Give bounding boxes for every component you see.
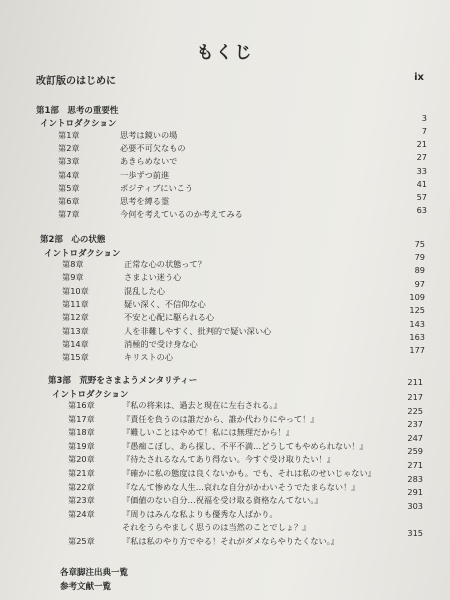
part-heading: 第1部 思考の重要性	[36, 106, 119, 116]
chapter-title: 『確かに私の態度は良くないかも。でも、それは私のせいじゃない』	[122, 468, 376, 478]
chapter-page: 21	[416, 139, 427, 150]
chapter-number: 第1章	[58, 130, 80, 140]
chapter-number: 第10章	[62, 285, 89, 296]
chapter-title: 今何を考えているのか考えてみる	[120, 209, 243, 220]
chapter-page: 237	[407, 419, 423, 430]
introduction-label: イントロダクション	[44, 249, 121, 259]
chapter-page: 163	[409, 331, 425, 342]
chapter-title: あきらめないで	[120, 156, 178, 167]
chapter-title: 『責任を負うのは誰だから、誰か代わりにやって！』	[122, 413, 319, 424]
chapter-title: 『価値のない自分…祝福を受け取る資格なんてない。』	[122, 495, 323, 506]
chapter-page: 177	[409, 345, 425, 356]
chapter-number: 第8章	[62, 259, 84, 269]
chapter-number: 第5章	[58, 182, 80, 193]
chapter-page: 283	[407, 473, 423, 484]
chapter-number: 第16章	[68, 400, 95, 410]
chapter-page: 41	[416, 178, 427, 189]
chapter-title: ポジティブにいこう	[120, 182, 194, 193]
chapter-page: 125	[409, 305, 425, 316]
chapter-page: 143	[409, 318, 425, 329]
chapter-title-continued: それをうらやましく思うのは当然のことでしょ？』	[122, 522, 311, 533]
chapter-page: 89	[414, 265, 425, 276]
chapter-number: 第25章	[68, 536, 95, 546]
chapter-page: 225	[407, 405, 423, 416]
chapter-page: 303	[407, 500, 423, 511]
chapter-number: 第24章	[68, 508, 95, 519]
chapter-title: 消極的で受け身な心	[124, 338, 198, 349]
chapter-title: 『愚痴こぼし、あら探し、不平不満…どうしてもやめられない！』	[122, 440, 368, 451]
chapter-number: 第22章	[68, 481, 95, 492]
chapter-page: 57	[416, 192, 427, 202]
chapter-page: 27	[416, 152, 427, 163]
chapter-number: 第19章	[68, 440, 95, 451]
page-title: もくじ	[196, 43, 254, 63]
chapter-number: 第20章	[68, 454, 95, 465]
chapter-title: 思考は鏡いの場	[120, 130, 178, 140]
chapter-number: 第4章	[58, 169, 80, 180]
chapter-title: キリストの心	[124, 352, 173, 363]
chapter-title: 正常な心の状態って？	[124, 259, 206, 269]
introduction-label: イントロダクション	[52, 390, 129, 400]
chapter-title: 混乱した心	[124, 285, 165, 296]
introduction-label: イントロダクション	[40, 119, 117, 129]
chapter-page: 79	[414, 252, 425, 262]
preface-page: ix	[414, 72, 424, 83]
chapter-number: 第18章	[68, 427, 95, 438]
chapter-number: 第23章	[68, 495, 95, 506]
chapter-number: 第9章	[62, 272, 84, 283]
chapter-title: 『難しいことはやめて！私には無理だから！』	[122, 427, 294, 438]
chapter-title: 必要不可欠なもの	[120, 143, 186, 154]
chapter-title: 不安と心配に駆られる心	[124, 312, 215, 323]
part-heading: 第2部 心の状態	[40, 235, 106, 245]
chapter-page: 259	[407, 446, 423, 457]
chapter-number: 第2章	[58, 143, 80, 154]
chapter-title: 『待たされるなんてあり得ない。今すぐ受け取りたい！』	[122, 454, 335, 465]
introduction-page: 3	[421, 113, 427, 123]
chapter-number: 第7章	[58, 209, 80, 220]
chapter-page: 271	[407, 460, 423, 470]
chapter-title: 『私は私のやり方でやる！それがダメならやりたくない。』	[122, 536, 339, 546]
references-entry: 参考文献一覧	[60, 582, 112, 592]
chapter-title: 『なんて惨めな人生…哀れな自分がかわいそうでたまらない！』	[122, 481, 360, 492]
chapter-page: 291	[407, 487, 423, 498]
chapter-page: 217	[407, 392, 423, 402]
chapter-number: 第15章	[62, 352, 89, 363]
chapter-title: 疑い深く、不信仰な心	[124, 298, 206, 309]
chapter-number: 第17章	[68, 413, 95, 424]
chapter-page: 109	[409, 291, 425, 302]
introduction-page: 211	[407, 377, 423, 387]
chapter-title: さまよい迷う心	[124, 272, 182, 283]
part-heading: 第3部 荒野をさまようメンタリティー	[48, 376, 198, 386]
chapter-title: 人を非難しやすく、批判的で疑い深い心	[124, 325, 272, 336]
notes-sources-entry: 各章脚注出典一覧	[60, 568, 129, 578]
chapter-title: 思考を縛る霊	[120, 196, 170, 206]
chapter-number: 第13章	[62, 325, 89, 336]
chapter-number: 第21章	[68, 468, 95, 478]
chapter-page: 7	[421, 126, 427, 136]
chapter-number: 第3章	[58, 156, 80, 167]
preface-label: 改訂版のはじめに	[36, 76, 116, 87]
chapter-title: 『私の将来は、過去と現在に左右される。』	[122, 400, 282, 410]
chapter-number: 第6章	[58, 196, 80, 206]
chapter-number: 第11章	[62, 298, 89, 309]
preface-entry	[36, 72, 424, 87]
chapter-number: 第14章	[62, 338, 89, 349]
chapter-page: 315	[407, 528, 423, 538]
chapter-page: 63	[416, 205, 427, 216]
chapter-page: 33	[416, 165, 427, 176]
chapter-number: 第12章	[62, 312, 89, 323]
chapter-page: 97	[414, 278, 425, 289]
chapter-title: 一歩ずつ前進	[120, 169, 170, 180]
chapter-title: 『周りはみんな私よりも優秀な人ばかり。	[122, 508, 278, 519]
chapter-page: 247	[407, 432, 423, 443]
introduction-page: 75	[414, 239, 425, 249]
